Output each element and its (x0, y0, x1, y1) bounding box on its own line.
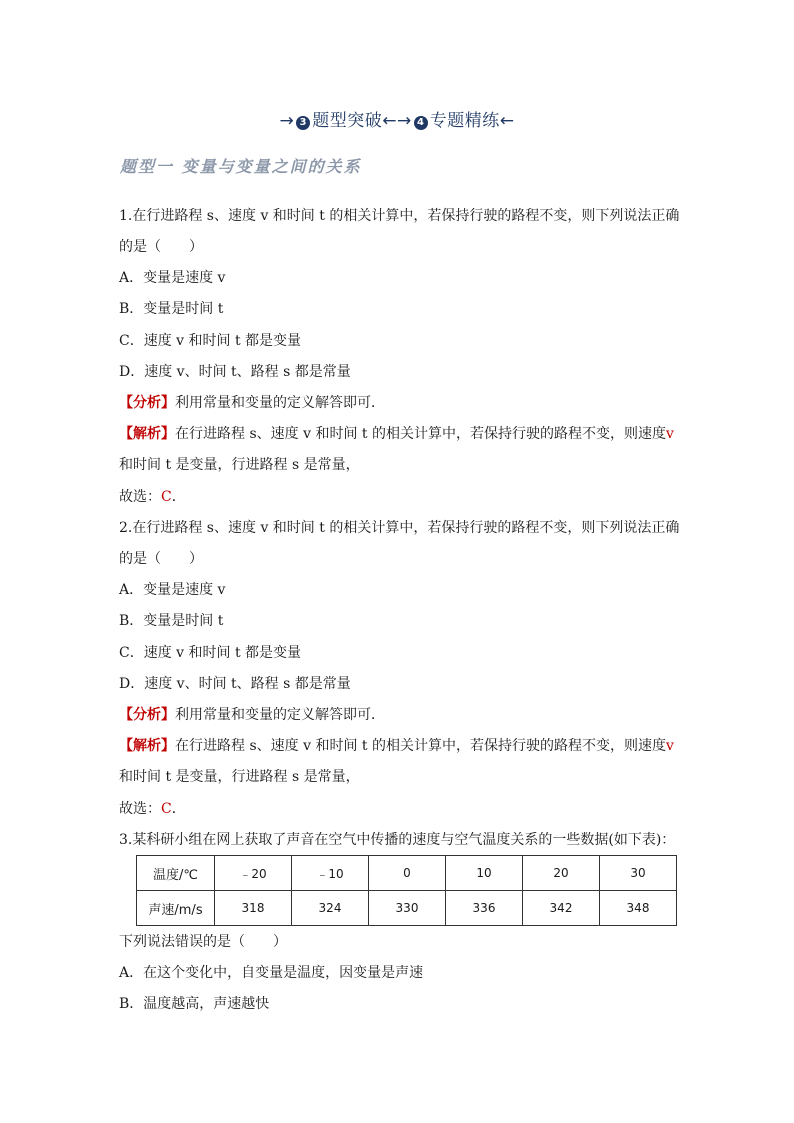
analysis-text: 利用常量和变量的定义解答即可． (175, 707, 385, 723)
table-cell: 30 (600, 856, 677, 891)
q3-question: 下列说法错误的是（ ） (119, 934, 287, 950)
q2-analysis (119, 705, 385, 725)
header-part-a: 题型突破 (312, 111, 383, 131)
number-4-badge: 4 (414, 116, 428, 130)
q2-option-b: B．变量是时间 t (119, 613, 224, 629)
solution-tag: 【解析】 (119, 738, 175, 754)
table-cell: 336 (446, 891, 523, 926)
q2-option-c: C．速度 v 和时间 t 都是变量 (119, 645, 302, 661)
q1-solution-line1 (119, 424, 674, 444)
q3-stem: 3.某科研小组在网上获取了声音在空气中传播的速度与空气温度关系的一些数据(如下表)： (119, 832, 676, 848)
solution-text: 在行进路程 s、速度 v 和时间 t 的相关计算中，若保持行驶的路程不变，则速度 (175, 426, 666, 442)
q1-answer (119, 487, 186, 507)
q3-option-b: B．温度越高，声速越快 (119, 996, 270, 1012)
table-cell: 330 (369, 891, 446, 926)
table-cell: 318 (215, 891, 292, 926)
table-row (137, 856, 677, 891)
answer-value: C (161, 801, 172, 817)
arrow-right-icon: → (279, 111, 295, 131)
table-cell: 0 (369, 856, 446, 891)
q1-stem-line1: 1.在行进路程 s、速度 v 和时间 t 的相关计算中，若保持行驶的路程不变，则下列说法正确 (119, 208, 680, 224)
page-header (0, 106, 794, 131)
q2-stem-line2: 的是（ ） (119, 551, 203, 567)
answer-value: C (161, 489, 172, 505)
table-cell: 10 (446, 856, 523, 891)
table-cell: ﹣20 (215, 856, 292, 891)
q2-option-d: D．速度 v、时间 t、路程 s 都是常量 (119, 676, 351, 692)
section-title: 题型一 变量与变量之间的关系 (120, 157, 362, 176)
answer-prefix: 故选： (119, 489, 161, 505)
q1-stem-line2: 的是（ ） (119, 239, 203, 255)
arrow-left-icon: ← (499, 111, 515, 131)
answer-suffix: ． (171, 801, 186, 817)
answer-prefix: 故选： (119, 801, 161, 817)
table-header-cell: 声速/m/s (137, 891, 215, 926)
table-header-cell: 温度/℃ (137, 856, 215, 891)
solution-v: v (665, 426, 674, 442)
q1-solution-line2: 和时间 t 是变量，行进路程 s 是常量， (119, 457, 360, 473)
q2-option-a: A．变量是速度 v (119, 582, 226, 598)
table-cell: 348 (600, 891, 677, 926)
solution-v: v (665, 738, 674, 754)
table-cell: ﹣10 (292, 856, 369, 891)
q1-option-d: D．速度 v、时间 t、路程 s 都是常量 (119, 364, 351, 380)
analysis-text: 利用常量和变量的定义解答即可． (175, 395, 385, 411)
solution-tag: 【解析】 (119, 426, 175, 442)
q2-solution-line1 (119, 736, 674, 756)
table-cell: 20 (523, 856, 600, 891)
q1-option-c: C．速度 v 和时间 t 都是变量 (119, 333, 302, 349)
solution-text: 在行进路程 s、速度 v 和时间 t 的相关计算中，若保持行驶的路程不变，则速度 (175, 738, 666, 754)
table-cell: 324 (292, 891, 369, 926)
analysis-tag: 【分析】 (119, 707, 175, 723)
table-cell: 342 (523, 891, 600, 926)
analysis-tag: 【分析】 (119, 395, 175, 411)
q1-analysis (119, 393, 385, 413)
q1-option-a: A．变量是速度 v (119, 270, 226, 286)
q2-stem-line1: 2.在行进路程 s、速度 v 和时间 t 的相关计算中，若保持行驶的路程不变，则下列说法正确 (119, 520, 680, 536)
temperature-speed-table (136, 855, 677, 926)
q2-solution-line2: 和时间 t 是变量，行进路程 s 是常量， (119, 769, 360, 785)
arrow-left-right-icon: ←→ (382, 111, 412, 131)
answer-suffix: ． (171, 489, 186, 505)
table-row (137, 891, 677, 926)
q1-option-b: B．变量是时间 t (119, 301, 224, 317)
number-3-badge: 3 (296, 116, 310, 130)
q3-option-a: A．在这个变化中，自变量是温度，因变量是声速 (119, 965, 424, 981)
q2-answer (119, 799, 186, 819)
header-part-b: 专题精练 (429, 111, 500, 131)
